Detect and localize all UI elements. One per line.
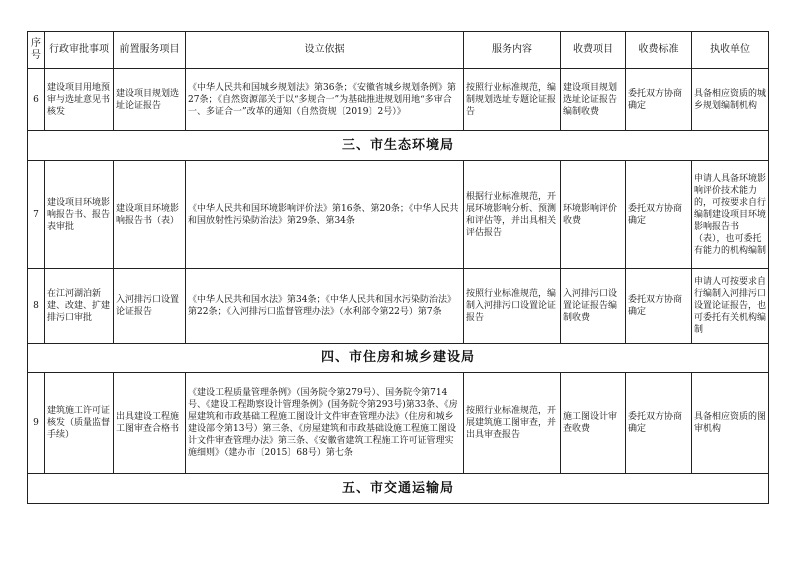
fee-table: [27, 31, 769, 504]
row-unit: 具备相应资质的城乡规划编制机构: [692, 69, 769, 131]
row-item: 建设项目环境影响报告书、报告表审批: [45, 161, 114, 269]
row-item: 建筑施工许可证核发（质量监督手续）: [45, 373, 114, 474]
section-header-row: [28, 474, 769, 504]
table-header-row: [28, 32, 769, 69]
row-fee-item: 入河排污口设置论证报告编制收费: [561, 269, 626, 344]
row-fee-item: 施工图设计审查收费: [561, 373, 626, 474]
row-fee-std: 委托双方协商确定: [626, 269, 692, 344]
header-fee-std: 收费标准: [626, 32, 692, 69]
row-no: 8: [28, 269, 45, 344]
row-no: 6: [28, 69, 45, 131]
row-content: 按照行业标准规范，开展建筑施工图审查，并出具审查报告: [464, 373, 561, 474]
row-content: 按照行业标准规范，编制规划选址专题论证报告: [464, 69, 561, 131]
row-fee-std: 委托双方协商确定: [626, 161, 692, 269]
row-fee-std: 委托双方协商确定: [626, 69, 692, 131]
table-row: [28, 269, 769, 344]
section-title: 四、市住房和城乡建设局: [28, 344, 769, 373]
row-unit: 申请人具备环境影响评价技术能力的，可按要求自行编制建设项目环境影响报告书（表），也可委托有能力的机构编制: [692, 161, 769, 269]
section-header-row: [28, 344, 769, 373]
section-title: 五、市交通运输局: [28, 474, 769, 504]
row-unit: 具备相应资质的图审机构: [692, 373, 769, 474]
header-content: 服务内容: [464, 32, 561, 69]
row-content: 按照行业标准规范，编制入河排污口设置论证报告: [464, 269, 561, 344]
row-fee-item: 建设项目规划选址论证报告编制收费: [561, 69, 626, 131]
header-unit: 执收单位: [692, 32, 769, 69]
row-item: 建设项目用地预审与选址意见书核发: [45, 69, 114, 131]
row-pre: 出具建设工程施工图审查合格书: [114, 373, 186, 474]
row-fee-item: 环境影响评价收费: [561, 161, 626, 269]
row-basis: 《中华人民共和国环境影响评价法》第16条、第20条；《中华人民共和国放射性污染防治法》第29条、第34条: [186, 161, 464, 269]
row-no: 7: [28, 161, 45, 269]
row-basis: 《建设工程质量管理条例》（国务院令第279号）、国务院令第714号、《建设工程勘察设计管理条例》(国务院令第293号)第33条、《房屋建筑和市政基础工程施工图设计文件审查管理办法》（住房和城乡建设部令第13号）第三条、《房屋建筑和市政基础设施工程施工图设计文件审查管理办法》第三条、《安徽省建筑工程施工许可证管理实施细则》（建办市〔2015〕68号）第七条: [186, 373, 464, 474]
section-title: 三、市生态环境局: [28, 131, 769, 161]
table-row: [28, 373, 769, 474]
table-row: [28, 69, 769, 131]
row-pre: 建设项目规划选址论证报告: [114, 69, 186, 131]
row-content: 根据行业标准规范，开展环境影响分析、预测和评估等，并出具相关评估报告: [464, 161, 561, 269]
header-no: 序号: [28, 32, 45, 69]
row-no: 9: [28, 373, 45, 474]
row-pre: 入河排污口设置论证报告: [114, 269, 186, 344]
row-item: 在江河湖泊新建、改建、扩建排污口审批: [45, 269, 114, 344]
row-pre: 建设项目环境影响报告书（表）: [114, 161, 186, 269]
header-fee-item: 收费项目: [561, 32, 626, 69]
row-basis: 《中华人民共和国水法》第34条；《中华人民共和国水污染防治法》第22条；《入河排污口监督管理办法》（水利部令第22号）第7条: [186, 269, 464, 344]
table-row: [28, 161, 769, 269]
header-item: 行政审批事项: [45, 32, 114, 69]
row-basis: 《中华人民共和国城乡规划法》第36条；《安徽省城乡规划条例》第27条；《自然资源部关于以“多规合一”为基础推进规划用地“多审合一、多证合一”改革的通知（自然资规〔2019〕2号）》: [186, 69, 464, 131]
section-header-row: [28, 131, 769, 161]
row-unit: 申请人可按要求自行编制入河排污口设置论证报告，也可委托有关机构编制: [692, 269, 769, 344]
row-fee-std: 委托双方协商确定: [626, 373, 692, 474]
header-pre: 前置服务项目: [114, 32, 186, 69]
header-basis: 设立依据: [186, 32, 464, 69]
